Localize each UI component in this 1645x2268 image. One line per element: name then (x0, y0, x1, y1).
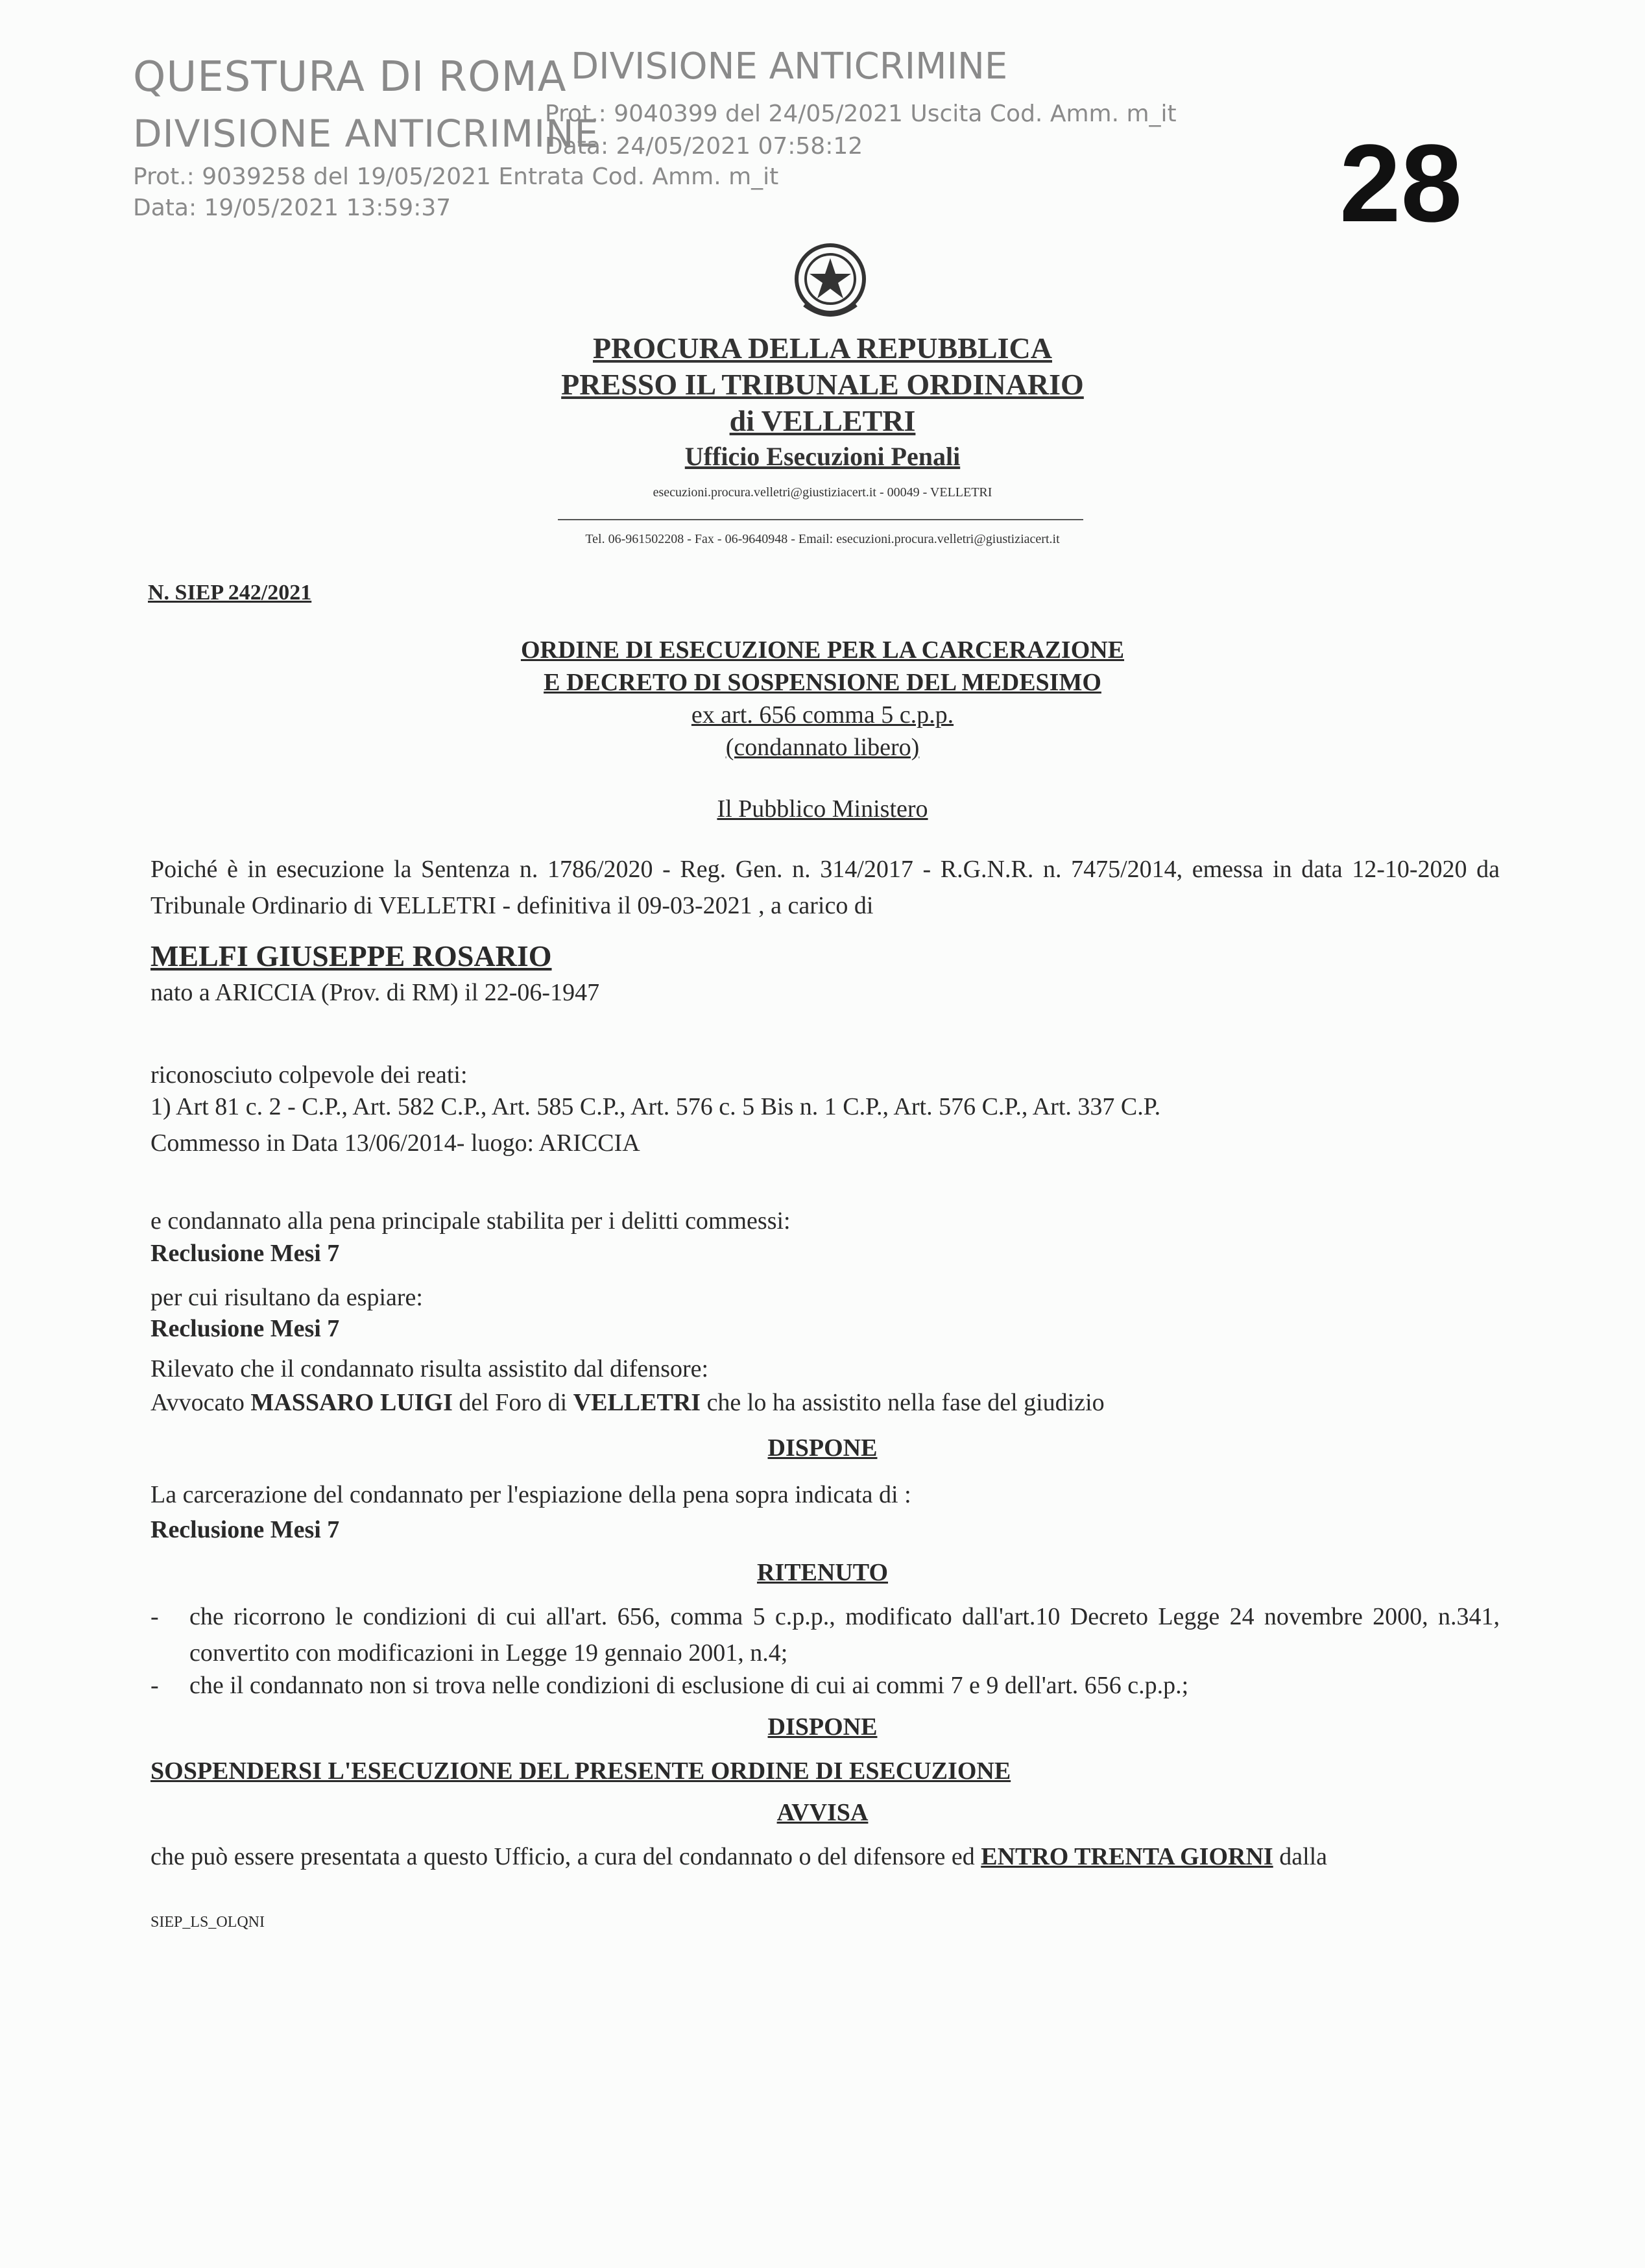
dispone-heading-2: DISPONE (767, 1713, 878, 1741)
doc-title-1: ORDINE DI ESECUZIONE PER LA CARCERAZIONE (520, 636, 1125, 664)
notice-line (150, 1842, 1327, 1871)
authority: Il Pubblico Ministero (717, 795, 928, 823)
header-contacts: Tel. 06-961502208 - Fax - 06-9640948 - Email: esecuzioni.procura.velletri@giustiziacert.it (585, 532, 1060, 546)
stamp-questura-division: DIVISIONE ANTICRIMINE (133, 112, 599, 156)
footer-code: SIEP_LS_OLQNI (150, 1914, 265, 1931)
condition-2-text: che il condannato non si trova nelle condizioni di esclusione di cui ai commi 7 e 9 dell'art. 656 c.p.p.; (189, 1672, 1189, 1699)
notice-post: dalla (1273, 1843, 1328, 1870)
republic-emblem-icon (791, 240, 869, 324)
defender-label: Rilevato che il condannato risulta assistito dal difensore: (150, 1355, 709, 1382)
defender-line (150, 1388, 1105, 1417)
incarceration-text: La carcerazione del condannato per l'espiazione della pena sopra indicata di : (150, 1481, 911, 1508)
header-city: di VELLETRI (729, 404, 916, 437)
siep-number: N. SIEP 242/2021 (148, 581, 312, 605)
notice-deadline: ENTRO TRENTA GIORNI (981, 1843, 1273, 1870)
header-email: esecuzioni.procura.velletri@giustiziacert.it - 00049 - VELLETRI (653, 485, 992, 500)
suspend-order: SOSPENDERSI L'ESECUZIONE DEL PRESENTE ORDINE DI ESECUZIONE (150, 1757, 1011, 1785)
defender-forum: VELLETRI (573, 1389, 701, 1416)
to-serve-label: per cui risultano da espiare: (150, 1284, 423, 1311)
intro-paragraph: Poiché è in esecuzione la Sentenza n. 1786/2020 - Reg. Gen. n. 314/2017 - R.G.N.R. n. 7475/2014, emessa in data 12-10-2020 da Tribunale Ordinario di VELLETRI - definitiva il 09-03-2021 , a carico di (150, 856, 1500, 919)
sentence-value: Reclusione Mesi 7 (150, 1240, 340, 1267)
condition-1-text: che ricorrono le condizioni di cui all'art. 656, comma 5 c.p.p., modificato dall'art.10 Decreto Legge 24 novembre 2000, n.341, convertito con modificazioni in Legge 19 gennaio 2001, n.4; (189, 1603, 1500, 1667)
stamp-questura-protocol: Prot.: 9039258 del 19/05/2021 Entrata Cod. Amm. m_it (133, 163, 779, 190)
incarceration-pena: Reclusione Mesi 7 (150, 1516, 340, 1543)
convict-name: MELFI GIUSEPPE ROSARIO (150, 939, 552, 972)
header-divider (558, 519, 1083, 520)
header-procura: PROCURA DELLA REPUBBLICA (593, 332, 1052, 365)
doc-title-2: E DECRETO DI SOSPENSIONE DEL MEDESIMO (544, 669, 1101, 696)
stamp-questura-office: QUESTURA DI ROMA (133, 53, 567, 101)
avvisa-heading: AVVISA (776, 1799, 869, 1826)
convict-born: nato a ARICCIA (Prov. di RM) il 22-06-1947 (150, 979, 600, 1006)
stamp-questura-date: Data: 19/05/2021 13:59:37 (133, 195, 451, 221)
defender-post: che lo ha assistito nella fase del giudizio (701, 1389, 1105, 1416)
ritenuto-heading: RITENUTO (756, 1559, 889, 1586)
page-number: 28 (1339, 122, 1463, 245)
notice-pre: che può essere presentata a questo Ufficio, a cura del condannato o del difensore ed (150, 1843, 981, 1870)
stamp-outgoing-protocol: Prot.: 9040399 del 24/05/2021 Uscita Cod. Amm. m_it (545, 101, 1177, 127)
condition-2: - che il condannato non si trova nelle condizioni di esclusione di cui ai commi 7 e 9 dell'art. 656 c.p.p.; (150, 1667, 1500, 1704)
doc-title-3: ex art. 656 comma 5 c.p.p. (691, 701, 954, 729)
stamp-outgoing-date: Data: 24/05/2021 07:58:12 (545, 133, 863, 160)
committed: Commesso in Data 13/06/2014- luogo: ARICCIA (150, 1129, 640, 1157)
header-tribunale: PRESSO IL TRIBUNALE ORDINARIO (561, 368, 1084, 401)
defender-pre: Avvocato (150, 1389, 251, 1416)
to-serve-value: Reclusione Mesi 7 (150, 1315, 340, 1342)
stamp-outgoing-division: DIVISIONE ANTICRIMINE (571, 45, 1008, 88)
header-office: Ufficio Esecuzioni Penali (684, 442, 961, 471)
sentence-label: e condannato alla pena principale stabilita per i delitti commessi: (150, 1207, 791, 1235)
guilty-label: riconosciuto colpevole dei reati: (150, 1061, 468, 1089)
defender-name: MASSARO LUIGI (250, 1389, 453, 1416)
crimes-list: 1) Art 81 c. 2 - C.P., Art. 582 C.P., Art. 585 C.P., Art. 576 c. 5 Bis n. 1 C.P., Art. 576 C.P., Art. 337 C.P. (150, 1093, 1161, 1120)
doc-title-4: (condannato libero) (725, 734, 920, 761)
defender-mid: del Foro di (452, 1389, 573, 1416)
dispone-heading-1: DISPONE (767, 1434, 878, 1462)
condition-1: - che ricorrono le condizioni di cui all'art. 656, comma 5 c.p.p., modificato dall'art.10 Decreto Legge 24 novembre 2000, n.341, convertito con modificazioni in Legge 19 gennaio 2001, n.4; (150, 1598, 1500, 1671)
